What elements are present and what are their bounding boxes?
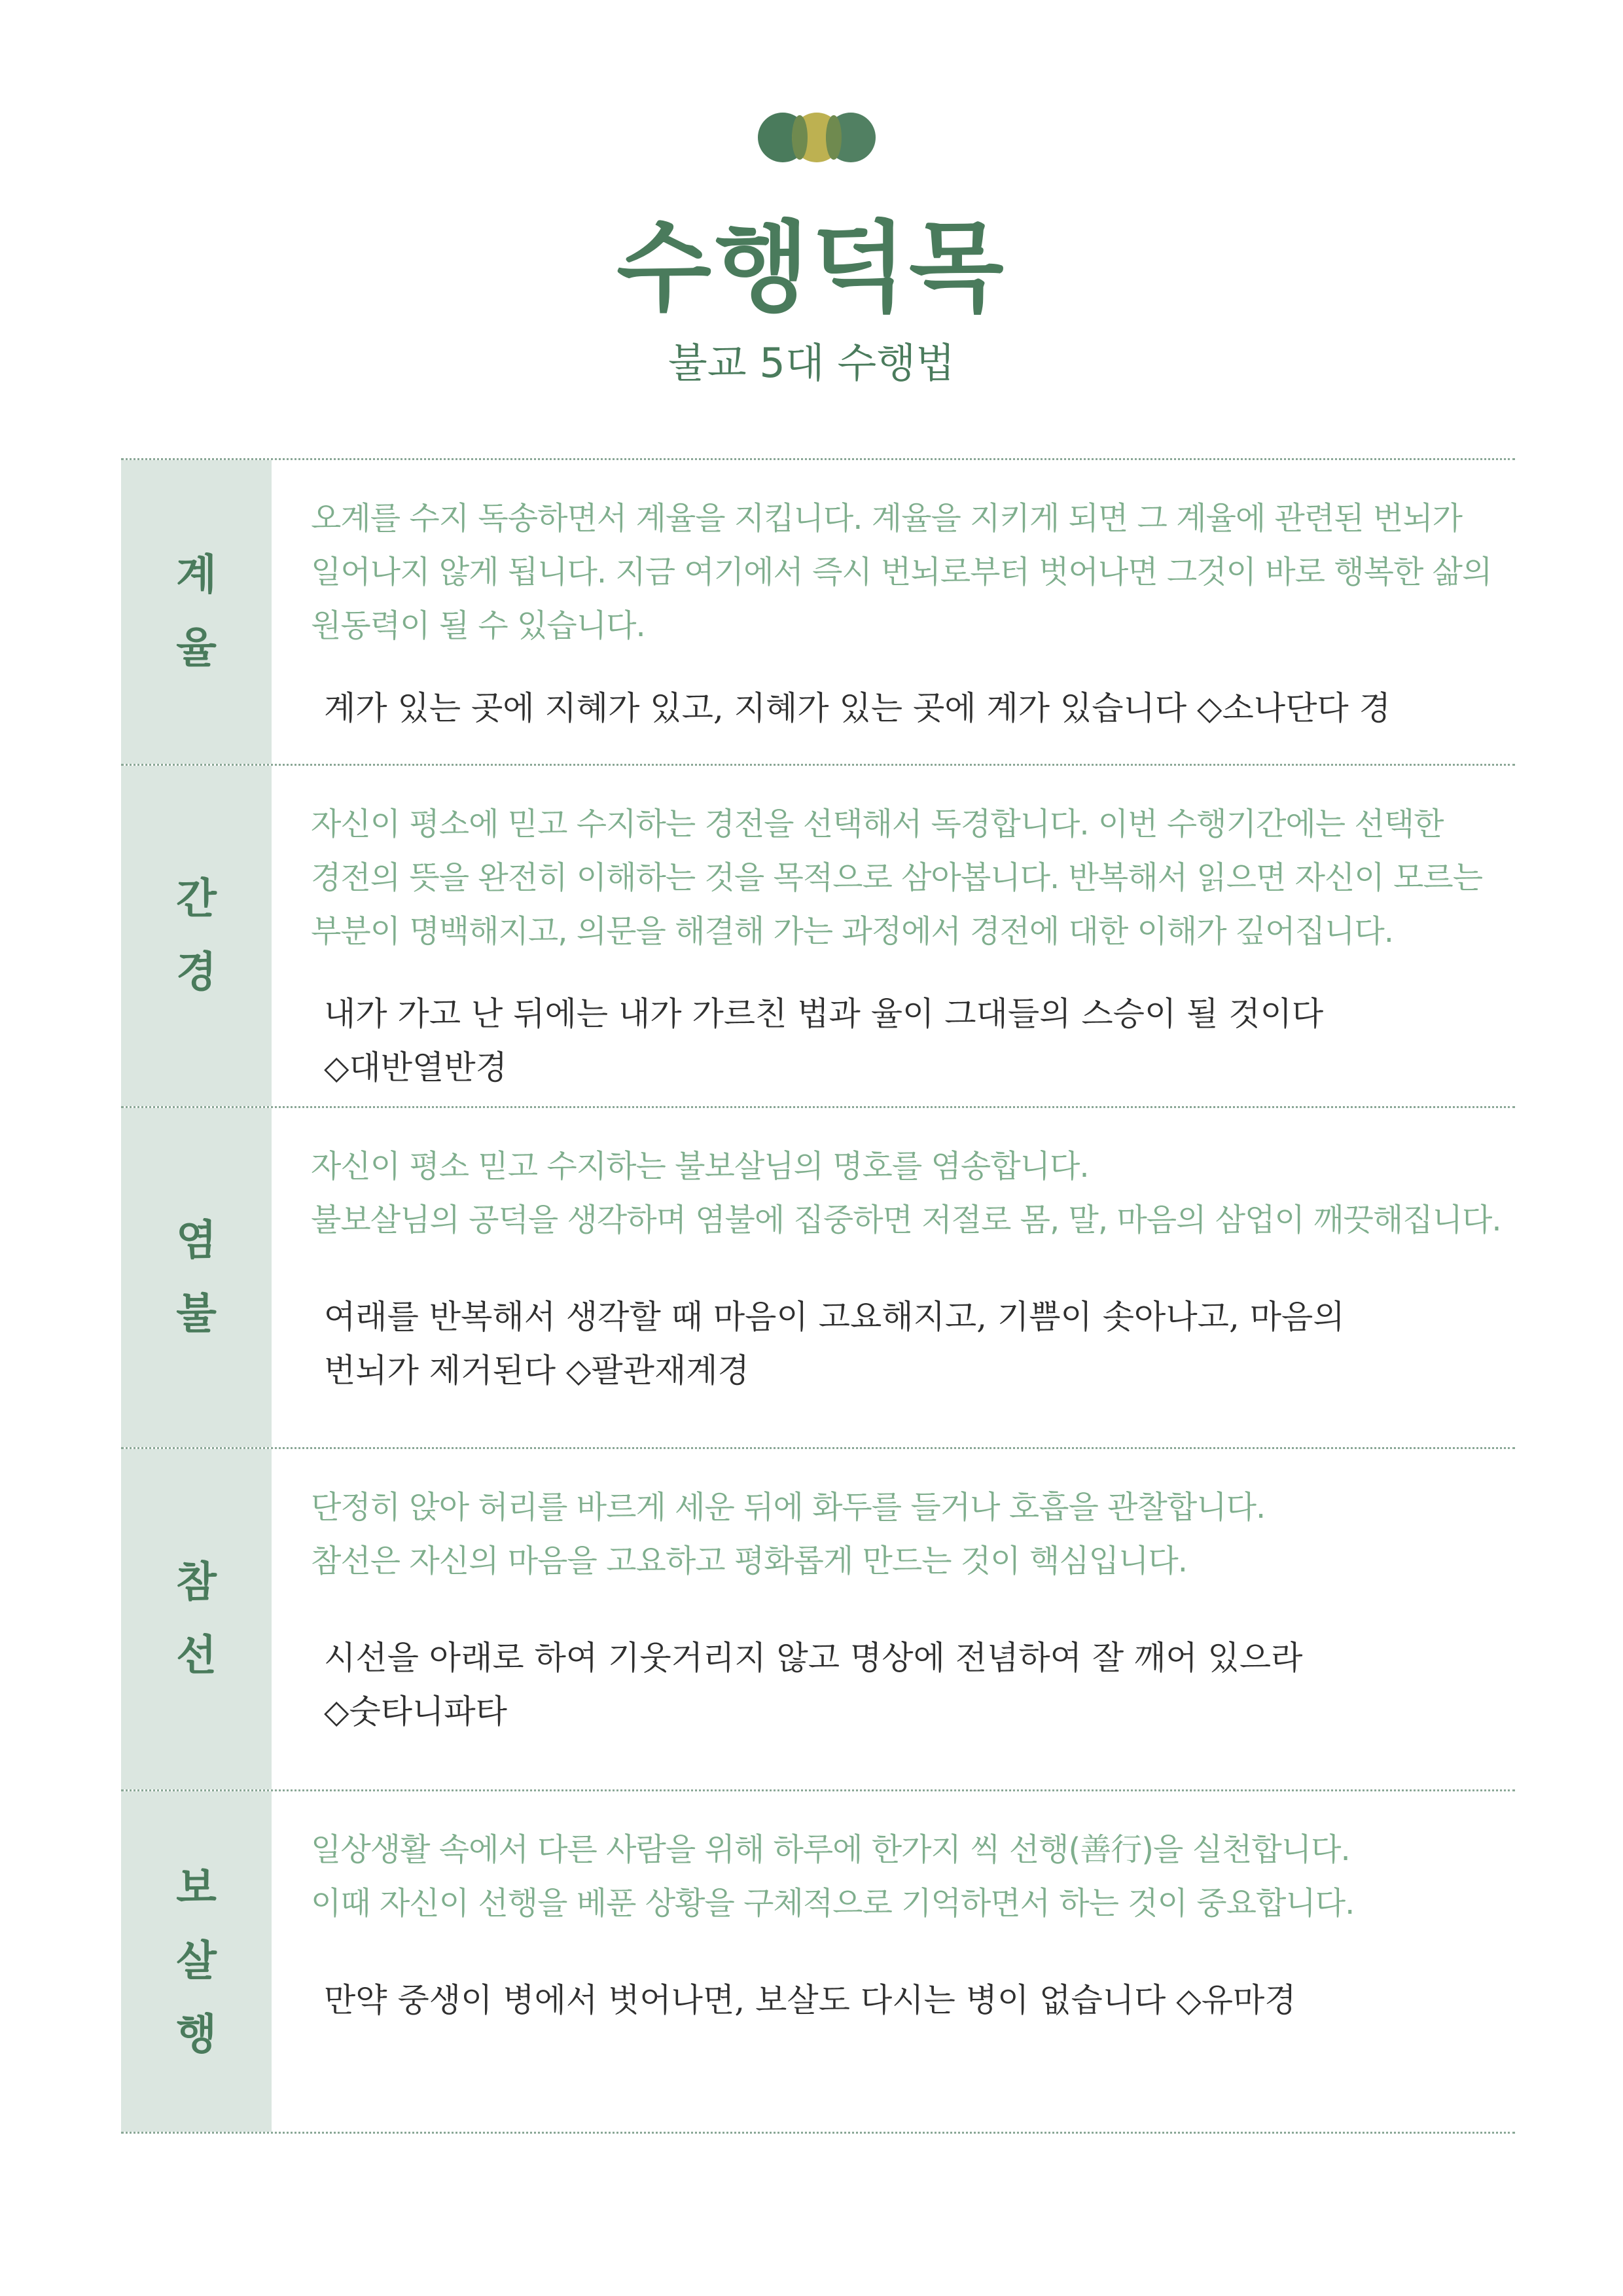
section-content [272,1449,1515,1789]
section-label [121,766,272,1106]
section-quote: 내가 가고 난 뒤에는 내가 가르친 법과 율이 그대들의 스승이 될 것이다 ◇대반열반경 [324,995,1324,1086]
section-label [121,1108,272,1447]
logo-overlap-right [826,115,842,160]
section-label-char: 선 [176,1632,217,1680]
section-body: 일상생활 속에서 다른 사람을 위해 하루에 한가지 씩 선행(善行)을 실천합니다. 이때 자신이 선행을 베푼 상황을 구체적으로 기억하면서 하는 것이 중요합니다. [311,1831,1355,1922]
page-title: 수행덕목 [616,211,1007,325]
section-quote: 계가 있는 곳에 지혜가 있고, 지혜가 있는 곳에 계가 있습니다 ◇소나단다 경 [324,689,1391,727]
section-bosalhaeng [121,1789,1515,2134]
section-quote: 여래를 반복해서 생각할 때 마음이 고요해지고, 기쁨이 솟아나고, 마음의 번뇌가 제거된다 ◇팔관재계경 [324,1298,1345,1390]
section-quote: 시선을 아래로 하여 기웃거리지 않고 명상에 전념하여 잘 깨어 있으라 ◇숫타니파타 [324,1639,1303,1731]
section-label-char: 율 [176,624,217,673]
section-label-char: 참 [176,1558,217,1607]
logo-overlap-left [792,115,808,160]
section-body: 오계를 수지 독송하면서 계율을 지킵니다. 계율을 지키게 되면 그 계율에 관련된 번뇌가 일어나지 않게 됩니다. 지금 여기에서 즉시 번뇌로부터 벗어나면 그것이 바로 행복한 삶의 원동력이 될 수 있습니다. [311,500,1492,644]
logo-circles [758,113,876,162]
section-chamseon [121,1447,1515,1789]
section-content [272,1108,1515,1447]
section-body: 단정히 앉아 허리를 바르게 세운 뒤에 화두를 들거나 호흡을 관찰합니다. 참선은 자신의 마음을 고요하고 평화롭게 만드는 것이 핵심입니다. [311,1489,1266,1579]
section-quote: 만약 중생이 병에서 벗어나면, 보살도 다시는 병이 없습니다 ◇유마경 [324,1981,1296,2019]
section-body: 자신이 평소 믿고 수지하는 불보살님의 명호를 염송합니다. 불보살님의 공덕을 생각하며 염불에 집중하면 저절로 몸, 말, 마음의 삼업이 깨끗해집니다. [311,1148,1501,1238]
section-gangyeong [121,764,1515,1106]
section-gyeyul [121,458,1515,764]
practice-sections [121,458,1515,2134]
page-subtitle: 불교 5대 수행법 [668,339,955,387]
section-yeombul [121,1106,1515,1447]
section-label-char: 불 [176,1290,217,1338]
section-label [121,1791,272,2132]
section-content [272,460,1515,764]
section-label-char: 행 [176,2011,217,2059]
section-label [121,1449,272,1789]
section-label-char: 간 [176,875,217,924]
section-label-char: 계 [176,551,217,600]
section-body: 자신이 평소에 믿고 수지하는 경전을 선택해서 독경합니다. 이번 수행기간에는 선택한 경전의 뜻을 완전히 이해하는 것을 목적으로 삼아봅니다. 반복해서 읽으면 자신이 모르는 부분이 명백해지고, 의문을 해결해 가는 과정에서 경전에 대한 이해가 깊어집니다. [311,806,1483,950]
section-content [272,1791,1515,2132]
section-label [121,460,272,764]
section-label-char: 보 [176,1864,217,1912]
section-label-char: 염 [176,1217,217,1265]
section-label-char: 살 [176,1937,217,1986]
section-label-char: 경 [176,948,217,997]
section-content [272,766,1515,1106]
